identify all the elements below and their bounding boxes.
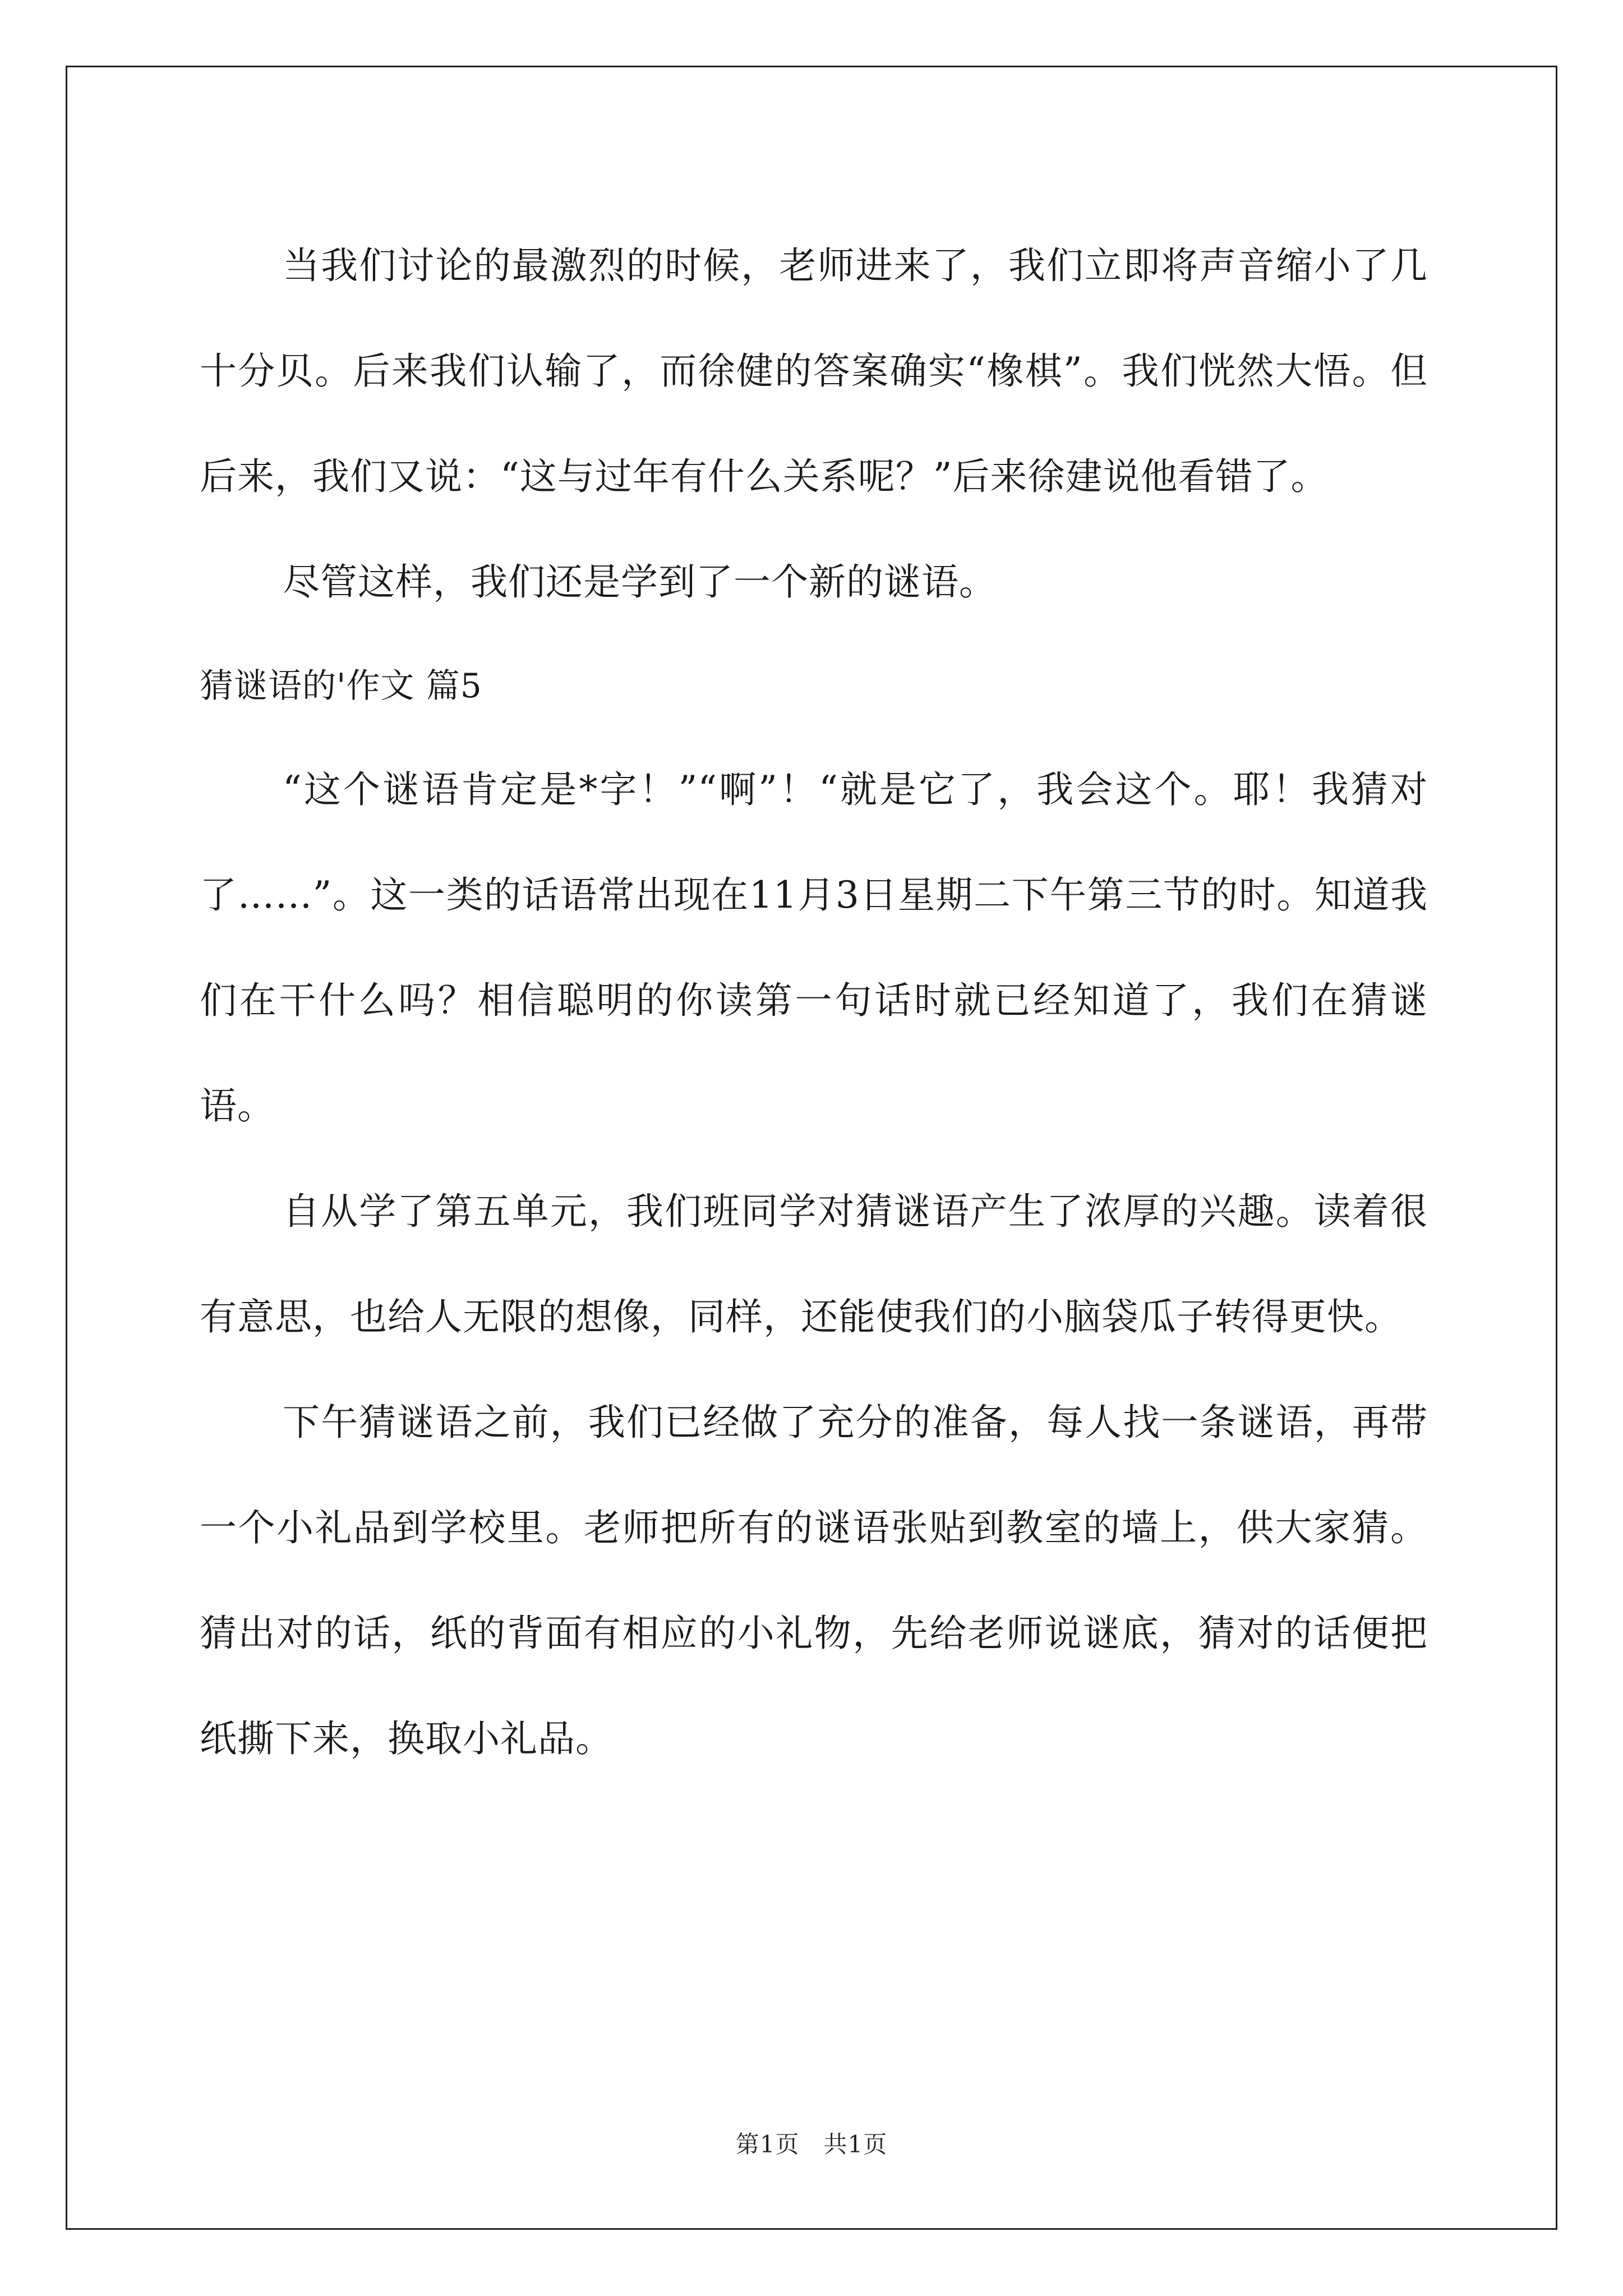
paragraph: 自从学了第五单元，我们班同学对猜谜语产生了浓厚的兴趣。读着很有意思，也给人无限的想像，同样，还能使我们的小脑袋瓜子转得更快。 (200, 1190, 1428, 1338)
paragraph: “这个谜语肯定是*字！”“啊”！“就是它了，我会这个。耶！我猜对了……”。这一类的话语常出现在11月3日星期二下午第三节的时。知道我们在干什么吗？相信聪明的你读第一句话时就已经知道了，我们在猜谜语。 (200, 768, 1428, 1128)
paragraph: 尽管这样，我们还是学到了一个新的谜语。 (283, 560, 997, 604)
page-footer: 第1页 共1页 (735, 2131, 888, 2158)
document-body (200, 213, 1428, 1792)
section-heading: 猜谜语的'作文 篇5 (200, 666, 482, 706)
paragraph: 当我们讨论的最激烈的时候，老师进来了，我们立即将声音缩小了几十分贝。后来我们认输了，而徐健的答案确实“橡棋”。我们恍然大悟。但后来，我们又说：“这与过年有什么关系呢？”后来徐建说他看错了。 (200, 244, 1428, 498)
paragraph: 下午猜谜语之前，我们已经做了充分的准备，每人找一条谜语，再带一个小礼品到学校里。老师把所有的谜语张贴到教室的墙上，供大家猜。猜出对的话，纸的背面有相应的小礼物，先给老师说谜底，猜对的话便把纸撕下来，换取小礼品。 (200, 1401, 1428, 1760)
